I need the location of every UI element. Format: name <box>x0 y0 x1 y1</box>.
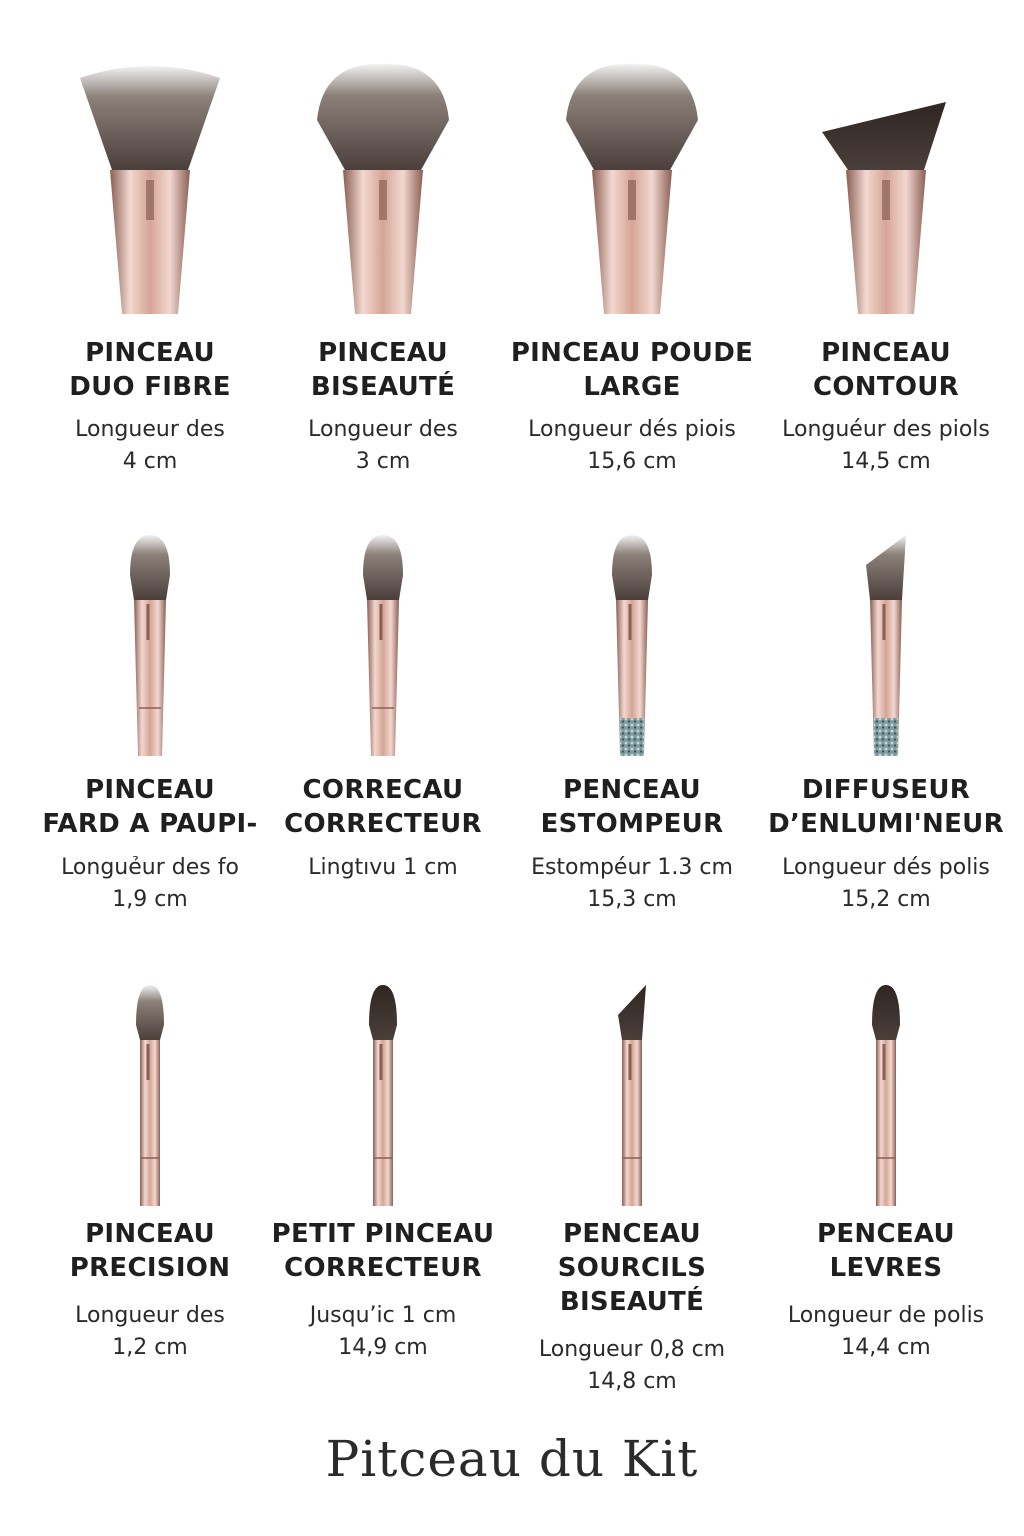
brush-name-line: LARGE <box>583 372 681 402</box>
brush-length-line: 1,9 cm <box>112 887 188 912</box>
brush-name-line: CONTOUR <box>812 372 959 402</box>
brush-name <box>22 1217 278 1285</box>
brush-length <box>504 852 760 916</box>
brush-name-line: PRECISION <box>69 1253 231 1283</box>
brush-name-line: LEVRES <box>829 1253 943 1283</box>
brush-length-line: Longueur des <box>75 417 225 442</box>
brush-name <box>504 773 760 841</box>
brush-image <box>504 525 760 760</box>
brush-length <box>255 414 511 478</box>
brush-length-line: 4 cm <box>122 449 178 474</box>
brush-name <box>22 773 278 841</box>
brush-length-line: Longueur des <box>75 1303 225 1328</box>
brush-image <box>758 50 1014 320</box>
brush-name-line: CORRECTEUR <box>284 1253 482 1283</box>
brush-length-line: 15,6 cm <box>587 449 677 474</box>
brush-length-line: 14,4 cm <box>841 1335 931 1360</box>
brush-length-line: Longueur 0,8 cm <box>538 1337 726 1362</box>
brush-length <box>22 1300 278 1364</box>
brush-name-line: DIFFUSEUR <box>801 775 971 805</box>
brush-length <box>758 414 1014 478</box>
brush-name-line: CORRECAU <box>302 775 464 805</box>
brush-length-line: Longueur dés polis <box>782 855 990 880</box>
brush-length <box>255 1300 511 1364</box>
brush-name-line: CORRECTEUR <box>284 809 482 839</box>
brush-length-line: 3 cm <box>355 449 411 474</box>
brush-image <box>22 525 278 760</box>
brush-length-line: Longuéur des piols <box>782 417 990 442</box>
brush-name-line: SOURCILS <box>557 1253 707 1283</box>
brush-image <box>255 525 511 760</box>
brush-name-line: PETIT PINCEAU <box>271 1219 495 1249</box>
brush-length <box>504 414 760 478</box>
brush-name-line: DUO FIBRE <box>69 372 231 402</box>
brush-length-line: 15,3 cm <box>587 887 677 912</box>
brush-name-line: PINCEAU <box>318 338 448 368</box>
brush-length <box>255 852 511 884</box>
brush-name-line: BISEAUTÉ <box>310 372 456 402</box>
brush-image <box>255 50 511 320</box>
brush-name <box>255 336 511 404</box>
brush-length <box>22 852 278 916</box>
brush-length-line: Jusqu’ic 1 cm <box>309 1303 457 1328</box>
brush-length <box>758 852 1014 916</box>
brush-length-line: Longuẻur des fo <box>61 855 239 880</box>
brush-name-line: D’ENLUMI'NEUR <box>768 809 1004 839</box>
brush-length <box>22 414 278 478</box>
brush-name-line: PINCEAU POUDE <box>510 338 754 368</box>
brush-length-line: 1,2 cm <box>112 1335 188 1360</box>
kit-title: Pitceau du Kit <box>325 1430 699 1488</box>
brush-length <box>504 1334 760 1398</box>
brush-length-line: 14,9 cm <box>338 1335 428 1360</box>
brush-name <box>255 773 511 841</box>
brush-length-line: Longueur des <box>308 417 458 442</box>
brush-image <box>758 975 1014 1210</box>
brush-name-line: PINCEAU <box>821 338 951 368</box>
brush-name <box>504 336 760 404</box>
brush-name-line: BISEAUTÉ <box>559 1287 705 1317</box>
brush-name <box>758 773 1014 841</box>
brush-length-line: 14,5 cm <box>841 449 931 474</box>
brush-name-line: PENCEAU <box>563 775 701 805</box>
brush-length-line: Lingtıvu 1 cm <box>308 855 458 880</box>
brush-image <box>504 975 760 1210</box>
brush-image <box>255 975 511 1210</box>
brush-length-line: Longueur de polis <box>787 1303 985 1328</box>
brush-name-line: FARD A PAUPI- <box>42 809 258 839</box>
brush-length-line: Longueur dés piois <box>528 417 736 442</box>
brush-image <box>504 50 760 320</box>
brush-image <box>22 975 278 1210</box>
brush-name <box>504 1217 760 1319</box>
brush-name <box>758 1217 1014 1285</box>
brush-length-line: 15,2 cm <box>841 887 931 912</box>
brush-image <box>758 525 1014 760</box>
brush-name-line: PENCEAU <box>563 1219 701 1249</box>
brush-name-line: ESTOMPEUR <box>540 809 724 839</box>
brush-length-line: Estompéur 1.3 cm <box>531 855 733 880</box>
brush-image <box>22 50 278 320</box>
brush-name-line: PENCEAU <box>817 1219 955 1249</box>
brush-name <box>758 336 1014 404</box>
brush-name-line: PINCEAU <box>85 338 215 368</box>
brush-name <box>22 336 278 404</box>
brush-length-line: 14,8 cm <box>587 1369 677 1394</box>
brush-name-line: PINCEAU <box>85 775 215 805</box>
brush-name <box>255 1217 511 1285</box>
brush-name-line: PINCEAU <box>85 1219 215 1249</box>
brush-length <box>758 1300 1014 1364</box>
